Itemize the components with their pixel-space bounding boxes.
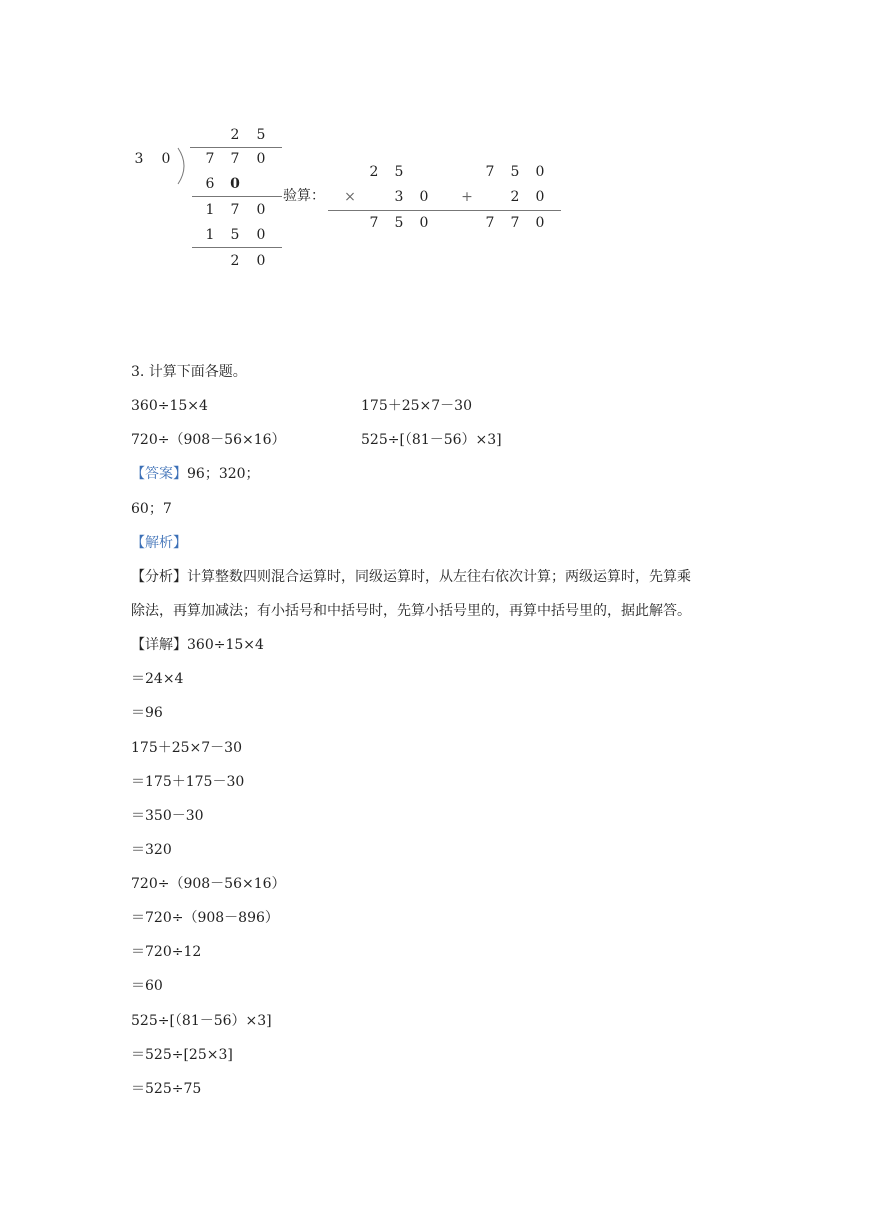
dividend-digit: 7 <box>230 151 240 167</box>
question-item: 175＋25×7－30 <box>361 398 472 414</box>
check-sum-line <box>328 210 561 211</box>
detail-step: ＝720÷（908－896） <box>131 910 279 926</box>
detail-step: 360÷15×4 <box>187 637 264 653</box>
mult-top-digit: 2 <box>369 164 379 180</box>
detail-label: 【详解】 <box>131 637 187 653</box>
answer-label: 【答案】 <box>131 466 187 482</box>
analysis-label: 【解析】 <box>131 535 187 551</box>
add-bottom-digit: 0 <box>535 189 545 205</box>
detail-step: 175＋25×7－30 <box>131 740 242 756</box>
detail-step: ＝525÷[25×3] <box>131 1047 233 1063</box>
detail-step: ＝350－30 <box>131 808 204 824</box>
add-result-digit: 7 <box>485 215 495 231</box>
add-top-digit: 7 <box>485 164 495 180</box>
fenxi-text: 计算整数四则混合运算时，同级运算时，从左往右依次计算；两级运算时，先算乘 <box>187 569 691 585</box>
dividend-digit: 7 <box>205 151 215 167</box>
mult-result-digit: 0 <box>419 215 429 231</box>
check-label: 验算： <box>283 188 325 204</box>
mult-top-digit: 5 <box>394 164 404 180</box>
subtract-digit: 6 <box>205 176 215 192</box>
plus-sign: + <box>461 189 473 205</box>
subtract-digit: 1 <box>205 227 215 243</box>
detail-step: ＝60 <box>131 978 163 994</box>
detail-step: ＝525÷75 <box>131 1081 202 1097</box>
analysis-line <box>131 568 691 586</box>
step-digit: 1 <box>205 202 215 218</box>
subtract-digit: 0 <box>256 227 266 243</box>
add-result-digit: 7 <box>510 215 520 231</box>
add-top-digit: 0 <box>535 164 545 180</box>
step-digit: 0 <box>256 202 266 218</box>
detail-first-line <box>131 636 264 654</box>
mult-bottom-digit: 0 <box>419 189 429 205</box>
question-item: 720÷（908－56×16） <box>131 432 286 448</box>
subtract-digit: 0 <box>230 176 240 192</box>
division-step-line <box>192 196 282 197</box>
quotient-digit: 5 <box>256 127 266 143</box>
division-step-line <box>192 247 282 248</box>
add-result-digit: 0 <box>535 215 545 231</box>
mult-result-digit: 7 <box>369 215 379 231</box>
mult-result-digit: 5 <box>394 215 404 231</box>
detail-step: 525÷[（81－56）×3] <box>131 1013 272 1029</box>
answer-line <box>131 465 260 483</box>
question-item: 360÷15×4 <box>131 398 208 414</box>
remainder-digit: 0 <box>256 253 266 269</box>
remainder-digit: 2 <box>230 253 240 269</box>
divisor-digit: 3 <box>134 151 144 167</box>
detail-step: ＝720÷12 <box>131 944 202 960</box>
divisor-digit: 0 <box>161 151 171 167</box>
fenxi-label: 【分析】 <box>131 569 187 585</box>
add-bottom-digit: 2 <box>510 189 520 205</box>
quotient-digit: 2 <box>230 127 240 143</box>
division-top-line <box>190 147 282 148</box>
answer-values-2: 60；7 <box>131 501 172 517</box>
detail-step: ＝96 <box>131 705 163 721</box>
answer-values: 96；320； <box>187 466 260 482</box>
question-title: 3. 计算下面各题。 <box>131 364 247 380</box>
dividend-digit: 0 <box>256 151 266 167</box>
subtract-digit: 5 <box>230 227 240 243</box>
question-item: 525÷[（81－56）×3] <box>361 432 502 448</box>
analysis-line-2: 除法，再算加减法；有小括号和中括号时，先算小括号里的，再算中括号里的，据此解答。 <box>131 603 691 619</box>
mult-bottom-digit: 3 <box>394 189 404 205</box>
division-bracket <box>176 146 188 186</box>
detail-step: 720÷（908－56×16） <box>131 876 286 892</box>
multiply-sign: × <box>344 189 356 205</box>
detail-step: ＝175＋175－30 <box>131 774 245 790</box>
detail-step: ＝320 <box>131 842 172 858</box>
step-digit: 7 <box>230 202 240 218</box>
add-top-digit: 5 <box>510 164 520 180</box>
detail-step: ＝24×4 <box>131 671 184 687</box>
